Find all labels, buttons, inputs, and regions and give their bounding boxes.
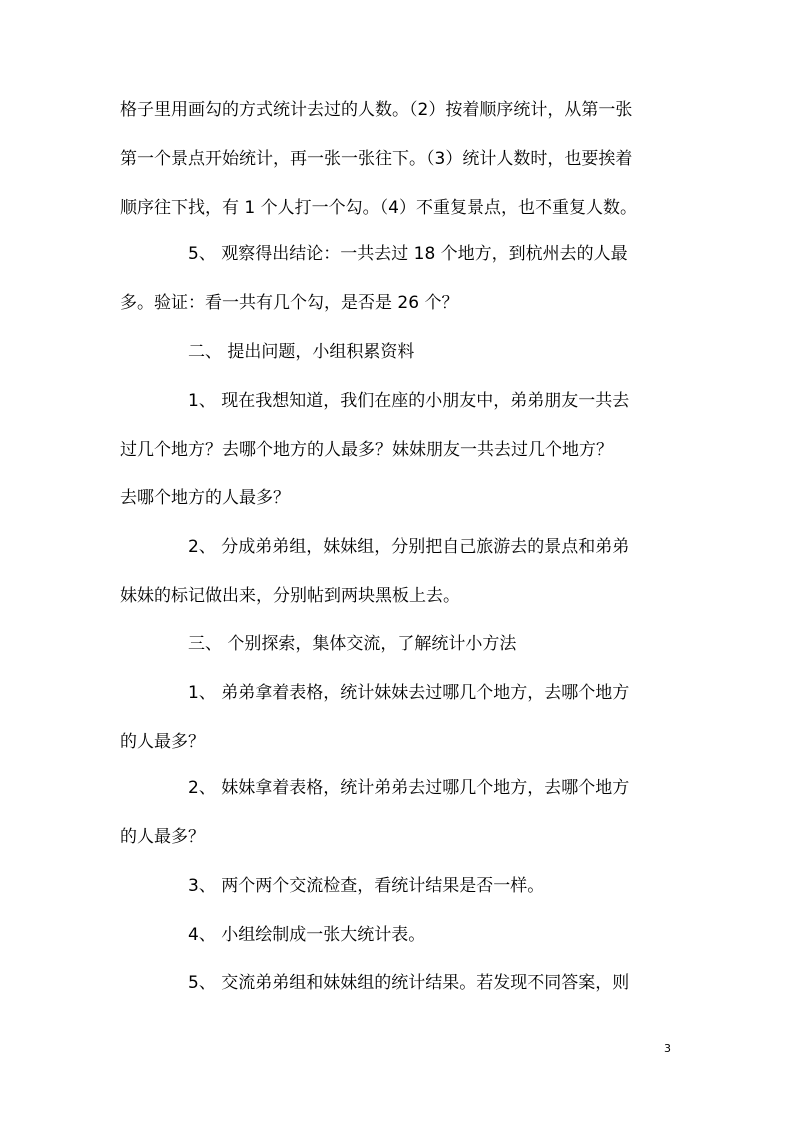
text-line: 2、 妹妹拿着表格，统计弟弟去过哪几个地方，去哪个地方 (120, 778, 630, 798)
text-line: 2、 分成弟弟组，妹妹组，分别把自己旅游去的景点和弟弟 (120, 537, 630, 557)
section-heading: 三、 个别探索，集体交流，了解统计小方法 (120, 634, 517, 654)
text-line: 5、 观察得出结论：一共去过 18 个地方，到杭州去的人最 (120, 244, 628, 264)
text-line: 的人最多？ (120, 827, 205, 847)
text-line: 去哪个地方的人最多？ (120, 488, 290, 508)
text-line: 第一个景点开始统计，再一张一张往下。（3）统计人数时，也要挨着 (120, 149, 633, 169)
text-line: 的人最多？ (120, 732, 205, 752)
text-line: 过几个地方？去哪个地方的人最多？妹妹朋友一共去过几个地方？ (120, 440, 613, 460)
text-line: 妹妹的标记做出来，分别帖到两块黑板上去。 (120, 586, 460, 606)
text-line: 1、 弟弟拿着表格，统计妹妹去过哪几个地方，去哪个地方 (120, 683, 630, 703)
text-line: 4、 小组绘制成一张大统计表。 (120, 925, 426, 945)
text-line: 多。验证：看一共有几个勾，是否是 26 个？ (120, 293, 459, 313)
text-line: 3、 两个两个交流检查，看统计结果是否一样。 (120, 876, 545, 896)
section-heading: 二、 提出问题，小组积累资料 (120, 342, 415, 362)
page-number: 3 (664, 1042, 671, 1055)
text-line: 5、 交流弟弟组和妹妹组的统计结果。若发现不同答案，则 (120, 973, 630, 993)
text-line: 1、 现在我想知道，我们在座的小朋友中，弟弟朋友一共去 (120, 391, 630, 411)
text-line: 顺序往下找，有 1 个人打一个勾。（4）不重复景点，也不重复人数。 (120, 198, 637, 218)
text-line: 格子里用画勾的方式统计去过的人数。（2）按着顺序统计，从第一张 (120, 100, 633, 120)
